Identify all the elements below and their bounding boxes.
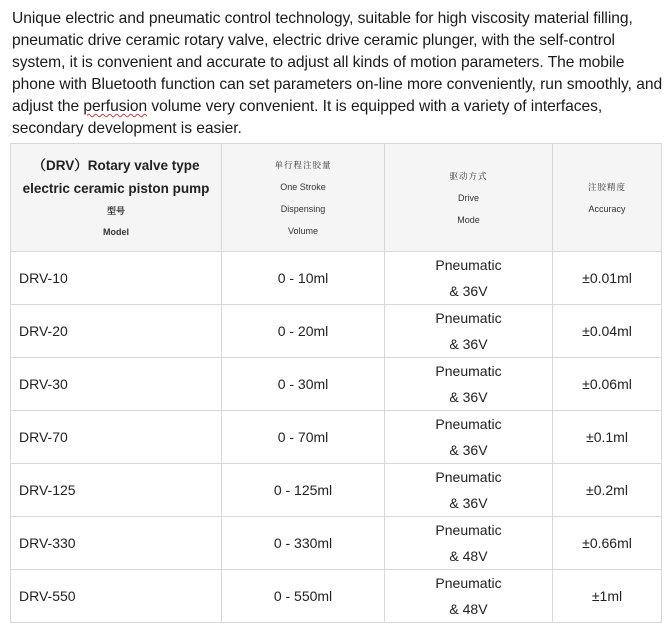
cell-drive-line1: Pneumatic — [435, 363, 502, 379]
cell-drive — [385, 570, 553, 623]
cell-accuracy: ±0.06ml — [553, 358, 662, 411]
cell-model: DRV-10 — [11, 252, 222, 305]
header-model — [11, 144, 222, 252]
cell-volume: 0 - 125ml — [222, 464, 385, 517]
cell-drive-line1: Pneumatic — [435, 257, 502, 273]
cell-drive-line1: Pneumatic — [435, 416, 502, 432]
cell-volume: 0 - 20ml — [222, 305, 385, 358]
header-model-en: Model — [103, 226, 129, 237]
spellcheck-word: perfusion — [83, 98, 148, 115]
header-model-cjk: 型号 — [106, 205, 125, 216]
cell-drive — [385, 252, 553, 305]
cell-model: DRV-20 — [11, 305, 222, 358]
intro-text-before: Unique electric and pneumatic control technology, suitable for high viscosity material filling, pneumatic drive ceramic rotary valve, electric drive ceramic plunger, with the self-control system, it is convenient and accurate to adjust all kinds of motion parameters. The mobile phone with Bluetooth function can set parameters on-line more conveniently, run smoothly, and adjust the — [12, 10, 663, 115]
cell-drive-line1: Pneumatic — [435, 469, 502, 485]
header-volume — [222, 144, 385, 252]
header-accuracy-cjk: 注胶精度 — [587, 181, 626, 192]
header-accuracy — [553, 144, 662, 252]
cell-accuracy: ±0.2ml — [553, 464, 662, 517]
table-row — [11, 252, 662, 305]
cell-drive-line2: & 48V — [449, 601, 488, 617]
cell-model: DRV-330 — [11, 517, 222, 570]
cell-accuracy: ±0.66ml — [553, 517, 662, 570]
cell-drive-line1: Pneumatic — [435, 575, 502, 591]
cell-volume: 0 - 330ml — [222, 517, 385, 570]
cell-drive-line2: & 36V — [449, 336, 488, 352]
cell-model: DRV-30 — [11, 358, 222, 411]
header-model-line2: electric ceramic piston pump — [22, 180, 210, 196]
cell-model: DRV-70 — [11, 411, 222, 464]
spec-table — [10, 143, 662, 623]
header-volume-en1: One Stroke — [280, 181, 326, 192]
cell-drive — [385, 358, 553, 411]
cell-drive — [385, 305, 553, 358]
table-header-row — [11, 144, 662, 252]
cell-drive-line2: & 36V — [449, 442, 488, 458]
cell-drive-line2: & 36V — [449, 389, 488, 405]
cell-model: DRV-125 — [11, 464, 222, 517]
cell-drive-line1: Pneumatic — [435, 522, 502, 538]
cell-drive-line1: Pneumatic — [435, 310, 502, 326]
cell-model: DRV-550 — [11, 570, 222, 623]
table-row — [11, 305, 662, 358]
cell-drive — [385, 464, 553, 517]
table-row — [11, 411, 662, 464]
header-volume-en3: Volume — [287, 225, 319, 236]
cell-drive — [385, 517, 553, 570]
header-drive — [385, 144, 553, 252]
cell-volume: 0 - 70ml — [222, 411, 385, 464]
intro-paragraph — [12, 8, 664, 140]
cell-volume: 0 - 550ml — [222, 570, 385, 623]
table-row — [11, 570, 662, 623]
cell-drive — [385, 411, 553, 464]
cell-volume: 0 - 10ml — [222, 252, 385, 305]
table-row — [11, 464, 662, 517]
cell-drive-line2: & 36V — [449, 283, 488, 299]
header-accuracy-en: Accuracy — [588, 203, 626, 214]
header-volume-cjk: 单行程注胶量 — [274, 159, 332, 170]
table-row — [11, 358, 662, 411]
cell-accuracy: ±0.01ml — [553, 252, 662, 305]
header-drive-en2: Mode — [457, 214, 480, 225]
cell-drive-line2: & 36V — [449, 495, 488, 511]
table-row — [11, 517, 662, 570]
header-volume-en2: Dispensing — [280, 203, 326, 214]
header-drive-cjk: 驱动方式 — [449, 170, 488, 181]
intro-text-after: volume very convenient. It is equipped with a variety of interfaces, secondary development is easier. — [12, 98, 603, 137]
header-drive-en1: Drive — [457, 192, 479, 203]
cell-accuracy: ±1ml — [553, 570, 662, 623]
cell-accuracy: ±0.04ml — [553, 305, 662, 358]
cell-accuracy: ±0.1ml — [553, 411, 662, 464]
cell-volume: 0 - 30ml — [222, 358, 385, 411]
cell-drive-line2: & 48V — [449, 548, 488, 564]
header-model-line1: （DRV）Rotary valve type — [32, 157, 200, 173]
